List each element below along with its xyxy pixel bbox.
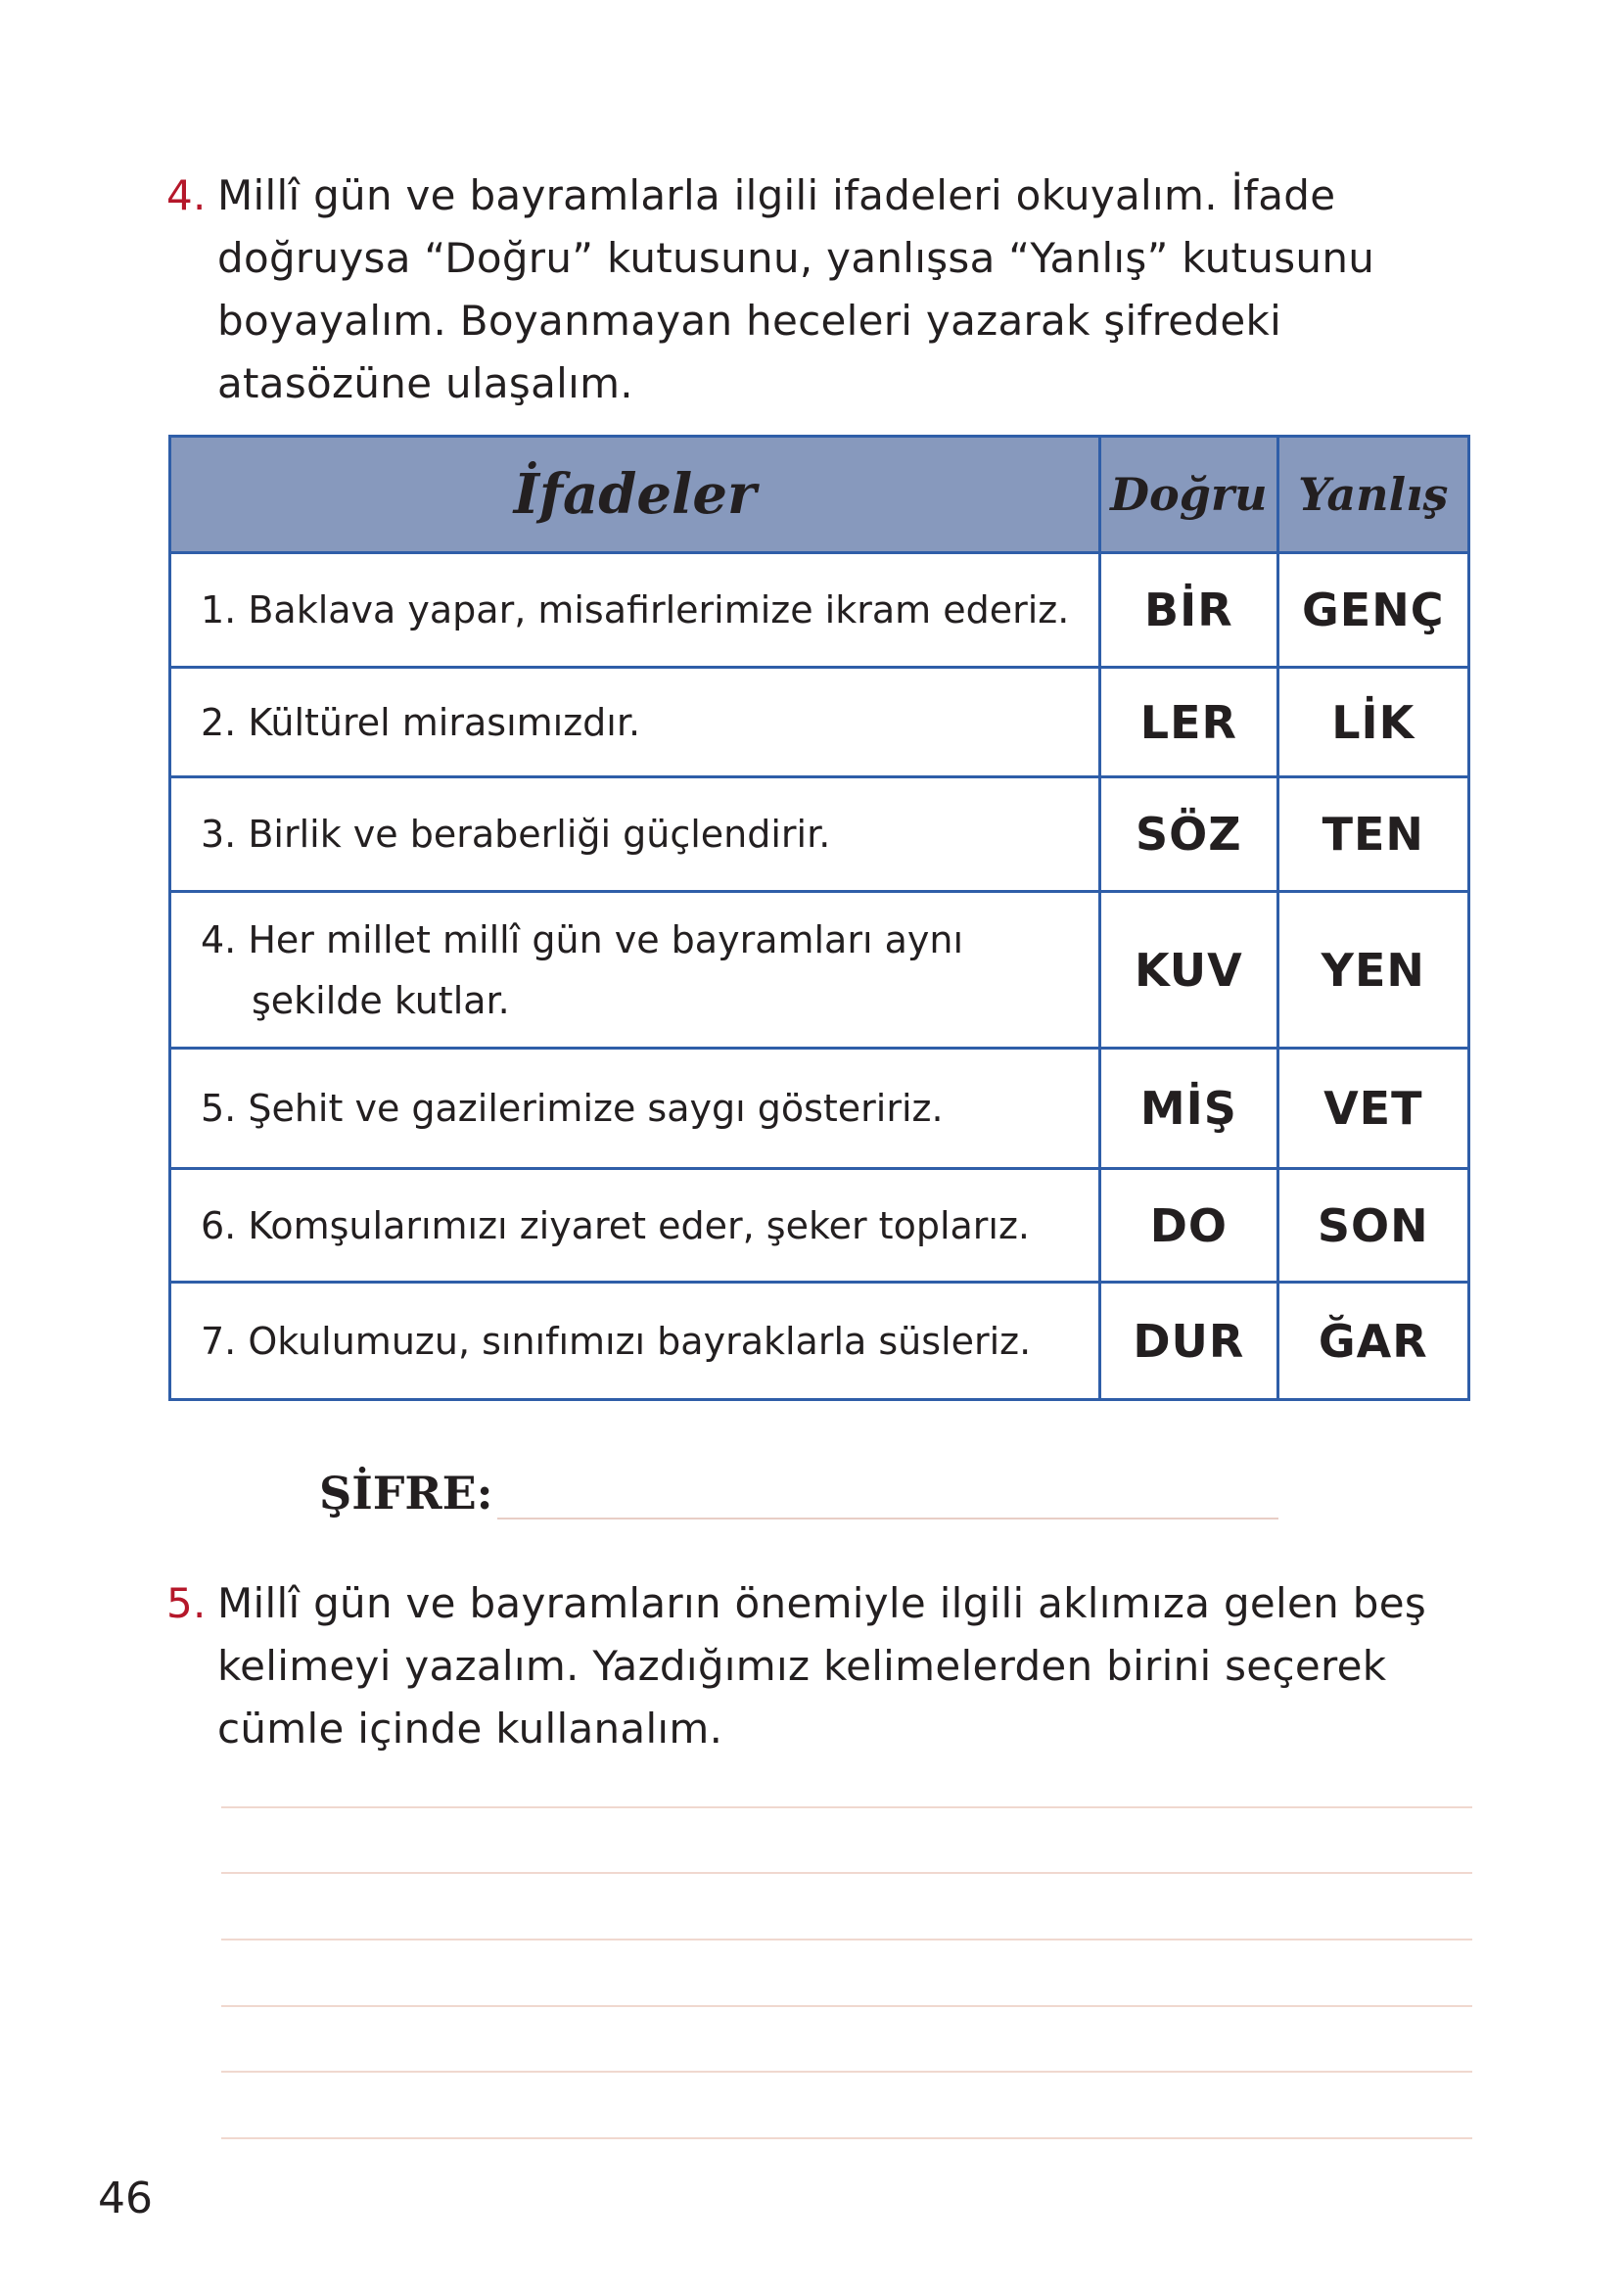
writing-line[interactable]: [221, 1806, 1472, 1808]
false-box[interactable]: YEN: [1277, 892, 1468, 1049]
true-box[interactable]: BİR: [1100, 553, 1277, 668]
table-row: [170, 668, 1469, 777]
table-row: [170, 553, 1469, 668]
table-header-row: [170, 437, 1469, 553]
false-box[interactable]: LİK: [1277, 668, 1468, 777]
header-true: Doğru: [1100, 437, 1277, 553]
false-box[interactable]: TEN: [1277, 777, 1468, 892]
statement-cell: [170, 1283, 1100, 1400]
true-box[interactable]: KUV: [1100, 892, 1277, 1049]
writing-line[interactable]: [221, 2137, 1472, 2139]
statements-table: [168, 435, 1470, 1401]
writing-line[interactable]: [221, 2071, 1472, 2073]
statement-text: 4. Her millet millî gün ve bayramları aynı şekilde kutlar.: [201, 917, 964, 1022]
true-box[interactable]: DO: [1100, 1169, 1277, 1283]
statement-text: 3. Birlik ve beraberliği güçlendirir.: [201, 813, 831, 856]
true-box[interactable]: DUR: [1100, 1283, 1277, 1400]
table-row: [170, 892, 1469, 1049]
sifre-label: ŞİFRE:: [319, 1467, 493, 1520]
question-4-number: 4.: [166, 171, 207, 219]
writing-line[interactable]: [221, 1872, 1472, 1874]
false-box[interactable]: GENÇ: [1277, 553, 1468, 668]
statement-text: 2. Kültürel mirasımızdır.: [201, 700, 641, 744]
statement-text: 6. Komşularımızı ziyaret eder, şeker toplarız.: [201, 1203, 1031, 1247]
table-row: [170, 1049, 1469, 1169]
question-5: [166, 1572, 1488, 1760]
false-box[interactable]: SON: [1277, 1169, 1468, 1283]
statement-text: 5. Şehit ve gazilerimize saygı gösteririz.: [201, 1087, 944, 1130]
question-4: [166, 164, 1488, 415]
writing-line[interactable]: [221, 1939, 1472, 1940]
writing-line[interactable]: [221, 2005, 1472, 2007]
false-box[interactable]: VET: [1277, 1049, 1468, 1169]
question-5-text: Millî gün ve bayramların önemiyle ilgili aklımıza gelen beş kelimeyi yazalım. Yazdığımız kelimelerden birini seçerek cümle içinde kullanalım.: [217, 1579, 1427, 1753]
table-row: [170, 1283, 1469, 1400]
table-row: [170, 1169, 1469, 1283]
statement-cell: [170, 553, 1100, 668]
statement-text: 1. Baklava yapar, misafirlerimize ikram ederiz.: [201, 588, 1070, 631]
table-row: [170, 777, 1469, 892]
statement-cell: [170, 668, 1100, 777]
sifre-answer-line[interactable]: [497, 1518, 1278, 1520]
question-5-number: 5.: [166, 1579, 207, 1627]
question-4-text: Millî gün ve bayramlarla ilgili ifadeleri okuyalım. İfade doğruysa “Doğru” kutusunu, yanlışsa “Yanlış” kutusunu boyayalım. Boyanmayan heceleri yazarak şifredeki atasözüne ulaşalım.: [217, 171, 1375, 407]
true-box[interactable]: SÖZ: [1100, 777, 1277, 892]
statement-cell: [170, 892, 1100, 1049]
statement-text: 7. Okulumuzu, sınıfımızı bayraklarla süsleriz.: [201, 1319, 1032, 1363]
false-box[interactable]: ĞAR: [1277, 1283, 1468, 1400]
statement-cell: [170, 1049, 1100, 1169]
header-statements: İfadeler: [170, 437, 1100, 553]
true-box[interactable]: LER: [1100, 668, 1277, 777]
page-number: 46: [98, 2174, 153, 2223]
true-box[interactable]: MİŞ: [1100, 1049, 1277, 1169]
statement-cell: [170, 777, 1100, 892]
statement-cell: [170, 1169, 1100, 1283]
header-false: Yanlış: [1277, 437, 1468, 553]
